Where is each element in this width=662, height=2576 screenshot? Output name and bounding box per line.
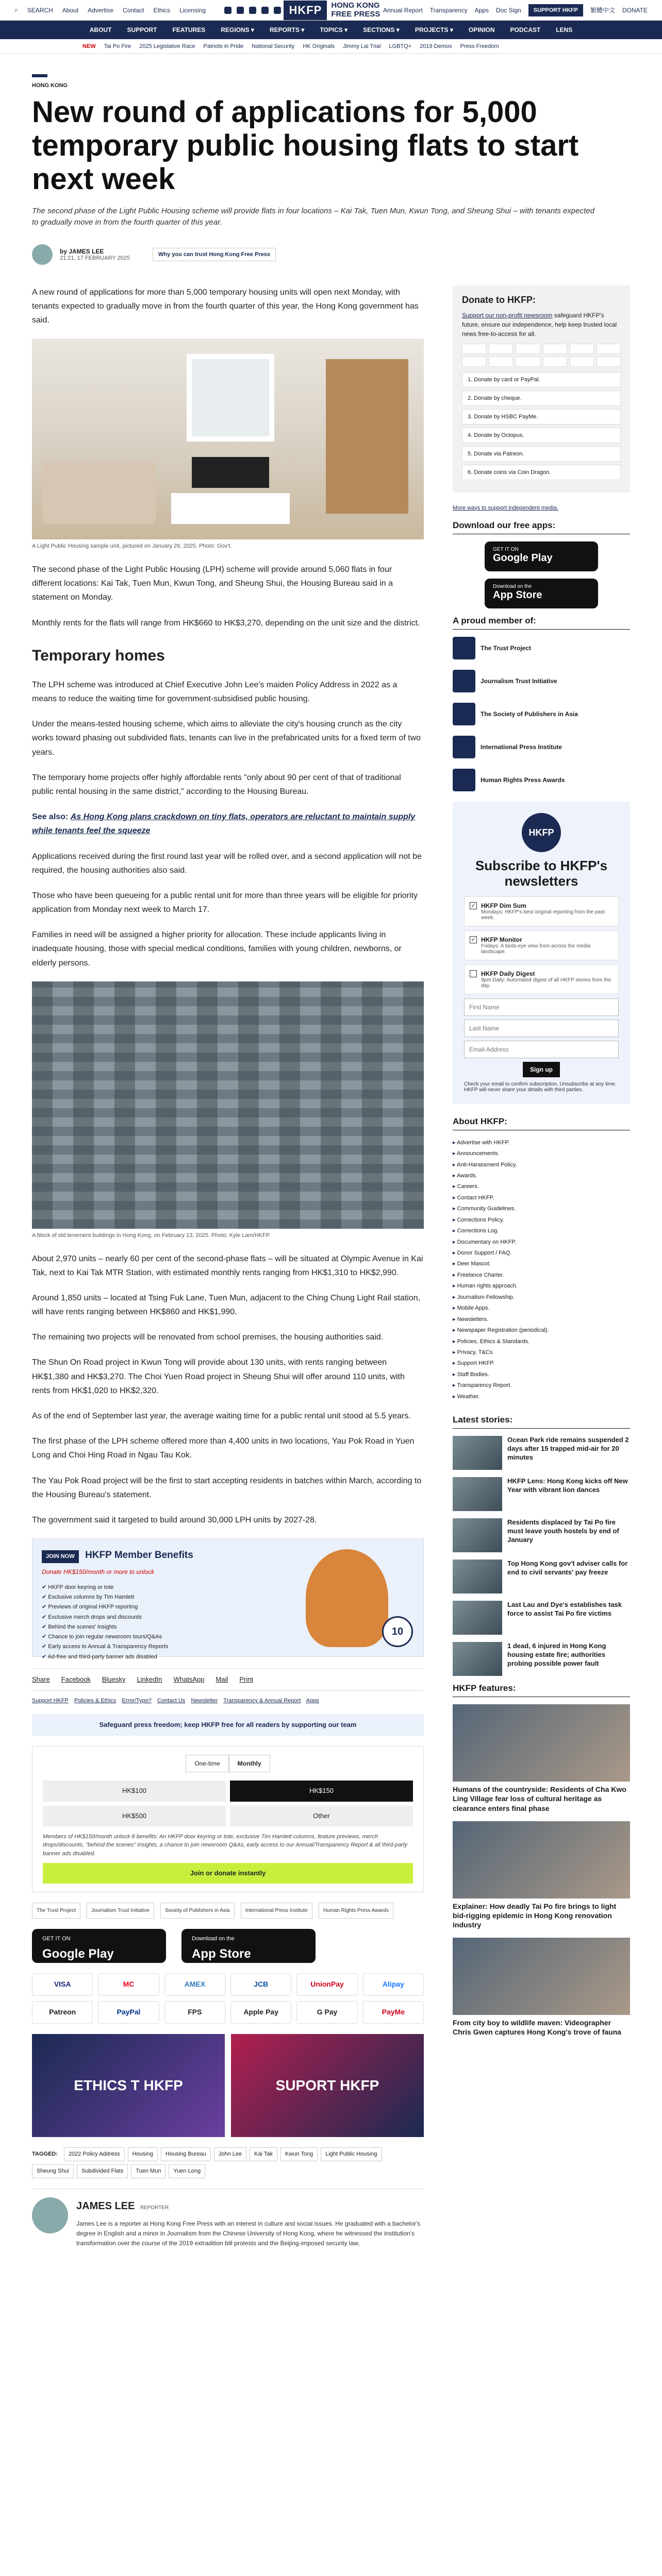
- donation-widget: [32, 1746, 424, 1892]
- jti-logo[interactable]: Journalism Trust Initiative: [87, 1903, 154, 1919]
- app-store-button[interactable]: Download on the App Store: [181, 1929, 316, 1963]
- top-link-transparency[interactable]: Transparency: [429, 6, 468, 14]
- article-body: [32, 285, 424, 2260]
- about-link[interactable]: ▸ Deer Mascot.: [453, 1259, 630, 1269]
- amount-options: [43, 1781, 413, 1826]
- search-icon[interactable]: ⌕: [14, 6, 18, 13]
- newsletter-option[interactable]: HKFP Daily Digest 9pm Daily: Automated digest of all HKFP stories from the day.: [464, 964, 619, 994]
- benefit-item: ✔ Early access to Annual & Transparency Reports: [42, 1642, 266, 1652]
- google-play-button[interactable]: GET IT ON Google Play: [485, 541, 598, 571]
- paragraph: The first phase of the LPH scheme offered more than 4,400 units in two locations, Yau Pok Road in Yuen Long and Choi Hing Road in Ngau Tau Kok.: [32, 1437, 415, 1460]
- fps-icon: [543, 357, 567, 367]
- amex-icon: AMEX: [164, 1973, 225, 1996]
- feature-image[interactable]: [453, 1704, 630, 1782]
- benefit-item: ✔ Ad-free and third-party banner ads disabled: [42, 1652, 266, 1662]
- article-title: New round of applications for 5,000 temporary public housing flats to start next week: [32, 95, 579, 196]
- amount-option[interactable]: HK$500: [43, 1806, 226, 1826]
- paragraph: The second phase of the Light Public Housing (LPH) scheme will provide around 5,060 flats in four different locations: Kai Tak, Tuen Mun, Kwun Tong, and Sheung Shui, the Housing Bureau said in a statement on Monday.: [32, 565, 393, 602]
- top-link-doc-sign[interactable]: Doc Sign: [495, 6, 521, 14]
- see-also-link[interactable]: As Hong Kong plans crackdown on tiny flats, operators are reluctant to maintain supply while tenants feel the squeeze: [32, 812, 416, 836]
- paragraph: The remaining two projects will be renovated from school premises, the housing authorities said.: [32, 1333, 384, 1342]
- join-now-badge[interactable]: JOIN NOW: [42, 1550, 79, 1563]
- see-also: See also: As Hong Kong plans crackdown on tiny flats, operators are reluctant to maintain supply while tenants feel the squeeze: [32, 812, 416, 836]
- feature-card[interactable]: Explainer: How deadly Tai Po fire brings to light bid-rigging epidemic in Hong Kong renovation industry: [453, 1821, 630, 1930]
- newsletter-option[interactable]: ✓ HKFP Monitor Fridays: A birds-eye view from across the media landscape.: [464, 930, 619, 960]
- trending-link[interactable]: Tai Po Fire: [104, 43, 131, 49]
- feature-image[interactable]: [453, 1821, 630, 1899]
- nav-about[interactable]: ABOUT: [89, 26, 112, 33]
- language-link[interactable]: 繁體中文: [590, 7, 615, 14]
- site-logo[interactable]: [284, 1, 380, 20]
- author-box-avatar[interactable]: [32, 2197, 68, 2233]
- sidebar: [453, 285, 630, 2260]
- donate-step[interactable]: 6. Donate coins via Coin Dragon.: [462, 465, 621, 480]
- last-name-input[interactable]: [464, 1020, 619, 1037]
- tag[interactable]: Kwun Tong: [280, 2147, 318, 2161]
- donate-step[interactable]: 5. Donate via Patreon.: [462, 446, 621, 462]
- tag[interactable]: Kai Tak: [250, 2147, 277, 2161]
- trending-link[interactable]: Patriots in Pride: [203, 43, 244, 49]
- author-box-role: REPORTER: [140, 2205, 169, 2211]
- top-link-annual-report[interactable]: Annual Report: [383, 6, 423, 14]
- paragraph: The government said it targeted to build around 30,000 LPH units by 2027-28.: [32, 1515, 317, 1524]
- checkbox[interactable]: ✓: [470, 936, 477, 943]
- trending-link[interactable]: HK Originals: [303, 43, 335, 49]
- figure-caption: A Light Public Housing sample unit, pictured on January 26, 2025. Photo: Gov't.: [32, 543, 232, 550]
- tags-label: TAGGED:: [32, 2151, 58, 2158]
- story-thumbnail[interactable]: [453, 1477, 502, 1511]
- figure-caption: A block of old tenement buildings in Hong Kong, on February 13, 2025. Photo: Kyle Lam/HKFP.: [32, 1232, 271, 1239]
- paypal-icon: PayPal: [98, 2001, 159, 2024]
- footer-link[interactable]: Error/Typo?: [122, 1698, 152, 1704]
- about-link[interactable]: ▸ Contact HKFP.: [453, 1193, 630, 1204]
- about-link[interactable]: ▸ Human rights approach.: [453, 1281, 630, 1292]
- checkbox[interactable]: [470, 970, 477, 977]
- first-name-input[interactable]: [464, 998, 619, 1016]
- tag[interactable]: Housing: [128, 2147, 158, 2161]
- newsletter-box: [453, 802, 630, 1104]
- newsletter-fineprint: Check your email to confirm subscription. Unsubscribe at any time. HKFP will never share your details with third parties.: [464, 1081, 617, 1093]
- story-thumbnail[interactable]: [453, 1601, 502, 1635]
- feature-card[interactable]: From city boy to wildlife maven: Videographer Chris Gwen captures Hong Kong's trove of fauna: [453, 1938, 630, 2037]
- publish-date: 21:21, 17 FEBRUARY 2025: [60, 255, 130, 261]
- paragraph: Those who have been queueing for a public rental unit for more than three years will be eligible for priority application from Monday next week to March 17.: [32, 891, 418, 914]
- about-link[interactable]: ▸ Documentary on HKFP.: [453, 1237, 630, 1248]
- about-link[interactable]: ▸ Careers.: [453, 1181, 630, 1192]
- paragraph: Monthly rents for the flats will range from HK$660 to HK$3,270, depending on the unit size and the district.: [32, 618, 420, 628]
- why-trust-button[interactable]: Why you can trust Hong Kong Free Press: [153, 248, 276, 261]
- paragraph: Families in need will be assigned a higher priority for allocation. These include applicants living in inadequate housing, those with special medical conditions, families with young children, newborns, or elderly persons.: [32, 930, 402, 968]
- patreon-icon: [597, 357, 621, 367]
- story-thumbnail[interactable]: [453, 1518, 502, 1552]
- paragraph: Under the means-tested housing scheme, which aims to alleviate the city's housing crunch as the city works toward phasing out subdivided flats, tenants can live in the prefabricated units for a fixed term of two years.: [32, 720, 421, 757]
- mastercard-icon: [489, 344, 513, 354]
- app-store-button[interactable]: Download on the App Store: [485, 579, 598, 608]
- share-linkedin[interactable]: LinkedIn: [137, 1675, 162, 1684]
- feature-card[interactable]: Humans of the countryside: Residents of Cha Kwo Ling Village fear loss of cultural heritage as clearance enters final phase: [453, 1704, 630, 1813]
- trending-link[interactable]: 2025 Legislative Race: [139, 43, 195, 49]
- member-logo[interactable]: The Society of Publishers in Asia: [453, 703, 630, 725]
- footer-link[interactable]: Transparency & Annual Report: [223, 1698, 301, 1704]
- author-bio: James Lee is a reporter at Hong Kong Free Press with an interest in culture and social issues. He graduated with a bachelor's degree in English and a minor in Journalism from the Chinese University of Hong Kong, where he witnessed the institution's transformation over the course of the 2019 extradition bill protests and the Beijing-imposed security law.: [76, 2219, 421, 2247]
- tenement-photo[interactable]: [32, 981, 424, 1229]
- about-link[interactable]: ▸ Staff Bodies.: [453, 1369, 630, 1380]
- donate-step[interactable]: 2. Donate by cheque.: [462, 391, 621, 406]
- frequency-toggle: [43, 1755, 413, 1772]
- about-link[interactable]: ▸ Announcements.: [453, 1148, 630, 1159]
- about-link[interactable]: ▸ Weather.: [453, 1392, 630, 1402]
- about-link[interactable]: ▸ Advertise with HKFP.: [453, 1138, 630, 1148]
- story-thumbnail[interactable]: [453, 1436, 502, 1470]
- newsletter-option[interactable]: ✓ HKFP Dim Sum Mondays: HKFP's best original reporting from the past week.: [464, 896, 619, 926]
- donate-step[interactable]: 4. Donate by Octopus.: [462, 428, 621, 443]
- benefit-item: ✔ Exclusive merch drops and discounts: [42, 1613, 266, 1622]
- member-logo[interactable]: Human Rights Press Awards: [453, 769, 630, 791]
- google-pay-icon: G Pay: [296, 2001, 357, 2024]
- jcb-icon: JCB: [230, 1973, 291, 1996]
- more-ways-link[interactable]: More ways to support independent media.: [453, 504, 558, 511]
- apple-pay-icon: [462, 357, 486, 367]
- donate-steps: [462, 372, 621, 480]
- nav-regions[interactable]: REGIONS ▾: [221, 26, 254, 33]
- nav-support[interactable]: SUPPORT: [127, 26, 157, 33]
- benefit-item: ✔ HKFP door keyring or tote: [42, 1583, 266, 1592]
- about-link[interactable]: ▸ Awards.: [453, 1171, 630, 1181]
- nav-topics[interactable]: TOPICS ▾: [320, 26, 348, 33]
- ipi-logo[interactable]: International Press Institute: [241, 1903, 312, 1919]
- top-link-advertise[interactable]: Advertise: [88, 6, 114, 14]
- donation-note: Members of HK$150/month unlock 8 benefits: An HKFP door keyring or tote, exclusive Tim Hamlett columns, feature previews, merch drops/discounts, "behind the scenes" insights, a chance to join newsroom Q&As, early access to our Annual/Transparency Report & all third-party banner ads disabled.: [43, 1833, 408, 1857]
- member-logo[interactable]: International Press Institute: [453, 736, 630, 758]
- donate-link[interactable]: DONATE: [622, 6, 648, 14]
- nav-sections[interactable]: SECTIONS ▾: [363, 26, 400, 33]
- membership-logos: [32, 1903, 424, 1919]
- latest-story[interactable]: Ocean Park ride remains suspended 2 days after 15 trapped mid-air for 20 minutes: [453, 1436, 630, 1470]
- about-link[interactable]: ▸ Transparency Report.: [453, 1380, 630, 1391]
- search-link[interactable]: SEARCH: [27, 6, 53, 14]
- nav-projects[interactable]: PROJECTS ▾: [415, 26, 453, 33]
- latest-story[interactable]: 1 dead, 6 injured in Hong Kong housing estate fire; authorities probing possible power fault: [453, 1642, 630, 1676]
- patreon-icon: Patreon: [32, 2001, 93, 2024]
- main-nav: [0, 21, 662, 39]
- top-link-licensing[interactable]: Licensing: [179, 6, 206, 14]
- tag[interactable]: Sheung Shui: [32, 2164, 74, 2178]
- share-bluesky[interactable]: Bluesky: [102, 1675, 126, 1684]
- top-link-apps[interactable]: Apps: [474, 6, 489, 14]
- share-facebook[interactable]: Facebook: [61, 1675, 91, 1684]
- feature-image[interactable]: [453, 1938, 630, 2015]
- byline: [32, 244, 630, 265]
- share-label: Share: [32, 1675, 50, 1684]
- apps-heading: Download our free apps:: [453, 520, 630, 534]
- join-donate-button[interactable]: Join or donate instantly: [43, 1863, 413, 1884]
- email-input[interactable]: [464, 1041, 619, 1058]
- member-benefits-banner[interactable]: [32, 1538, 424, 1660]
- about-link[interactable]: ▸ Newspaper Registration (periodical).: [453, 1325, 630, 1336]
- newsletter-title: Subscribe to HKFP's newsletters: [475, 857, 608, 889]
- about-link[interactable]: ▸ Corrections Log.: [453, 1226, 630, 1236]
- tag[interactable]: Yuen Long: [169, 2164, 205, 2178]
- about-link[interactable]: ▸ Anti-Harassment Policy.: [453, 1160, 630, 1171]
- footer-link[interactable]: Support HKFP: [32, 1698, 69, 1704]
- paragraph: As of the end of September last year, the average waiting time for a public rental unit stood at 5.5 years.: [32, 1412, 411, 1421]
- banner-title: HKFP Member Benefits: [85, 1550, 193, 1561]
- payme-icon: PayMe: [363, 2001, 424, 2024]
- donate-step[interactable]: 3. Donate by HSBC PayMe.: [462, 409, 621, 425]
- safeguard-banner[interactable]: Safeguard press freedom; keep HKFP free for all readers by supporting our team: [32, 1714, 424, 1736]
- trust-project-logo[interactable]: The Trust Project: [32, 1903, 80, 1919]
- payment-methods: [32, 1973, 424, 2024]
- author-avatar[interactable]: [32, 244, 53, 265]
- donate-box: Donate to HKFP: Support our non-profit newsroom safeguard HKFP's future, ensure our independence, help keep trusted local news free-to-access for all. 1. Donate by card or PayPal. 2. Donate by cheque. 3. Donate by HSBC PayMe. 4. Donate by Octopus. 5. Donate via Patreon. 6. Donate coins via Coin Dragon.: [453, 285, 630, 493]
- payment-icons: [462, 344, 621, 367]
- trending-link[interactable]: Press Freedom: [460, 43, 499, 49]
- paragraph: About 2,970 units – nearly 60 per cent of the second-phase flats – will be situated at Olympic Avenue in Kai Tak, next to Kai Tak MTR Station, with estimated monthly rents ranging from HK$1,310 to HK$2,990.: [32, 1254, 423, 1277]
- sample-unit-photo[interactable]: [32, 338, 424, 539]
- footer-link[interactable]: Contact Us: [157, 1698, 186, 1704]
- nav-lens[interactable]: LENS: [556, 26, 573, 33]
- share-whatsapp[interactable]: WhatsApp: [173, 1675, 205, 1684]
- logo-text: HONG KONG FREE PRESS: [331, 1, 380, 19]
- google-pay-icon: [489, 357, 513, 367]
- about-link[interactable]: ▸ Privacy, T&Cs.: [453, 1347, 630, 1358]
- payme-icon: [570, 357, 594, 367]
- ethics-promo[interactable]: ETHICS T HKFP: [32, 2034, 225, 2137]
- benefit-item: ✔ Exclusive columns by Tim Hamlett: [42, 1592, 266, 1602]
- paragraph: A new round of applications for more than 5,000 temporary housing units will open next Monday, with tenants expected to gradually move in from the fourth quarter of this year, the Hong Kong government has said.: [32, 287, 419, 325]
- app-download-row: [32, 1929, 424, 1963]
- youtube-icon[interactable]: [261, 7, 269, 14]
- article-figure: [32, 981, 424, 1241]
- paragraph: The temporary home projects offer highly affordable rents "only about 90 per cent of that of traditional public rental housing in the same district," according to the Housing Bureau.: [32, 773, 401, 796]
- article-figure: [32, 338, 424, 551]
- paragraph: Around 1,850 units – located at Tsing Fuk Lane, Tuen Mun, adjacent to the Ching Chung Light Rail station, will have rents ranging between HK$860 and HK$1,990.: [32, 1293, 421, 1317]
- story-thumbnail[interactable]: [453, 1560, 502, 1594]
- trending-link[interactable]: LGBTQ+: [389, 43, 412, 49]
- alipay-icon: Alipay: [363, 1973, 424, 1996]
- article-header: [0, 54, 662, 265]
- about-link[interactable]: ▸ Corrections Policy.: [453, 1215, 630, 1226]
- amex-icon: [516, 344, 540, 354]
- paragraph: Applications received during the first round last year will be rolled over, and a second application will not be required, the housing authorities also said.: [32, 852, 422, 875]
- benefit-item: ✔ Chance to join regular newsroom tours/Q&As: [42, 1632, 266, 1642]
- monthly-option[interactable]: Monthly: [229, 1755, 270, 1772]
- latest-story[interactable]: HKFP Lens: Hong Kong kicks off New Year with vibrant lion dances: [453, 1477, 630, 1511]
- footer-links-row: [32, 1696, 424, 1706]
- hrpa-logo[interactable]: Human Rights Press Awards: [319, 1903, 393, 1919]
- new-label: NEW: [82, 43, 96, 49]
- latest-heading: Latest stories:: [453, 1415, 630, 1429]
- about-link[interactable]: ▸ Support HKFP.: [453, 1358, 630, 1369]
- features-heading: HKFP features:: [453, 1683, 630, 1697]
- member-heading: A proud member of:: [453, 616, 630, 630]
- trending-link[interactable]: National Security: [252, 43, 295, 49]
- latest-story[interactable]: Top Hong Kong gov't adviser calls for end to civil servants' pay freeze: [453, 1560, 630, 1594]
- trending-link[interactable]: 2019 Demos: [420, 43, 452, 49]
- footer-link[interactable]: Newsletter: [191, 1698, 218, 1704]
- alipay-icon: [516, 357, 540, 367]
- about-link[interactable]: ▸ Community Guidelines.: [453, 1204, 630, 1214]
- nav-features[interactable]: FEATURES: [172, 26, 206, 33]
- paragraph: The Yau Pok Road project will be the first to start accepting residents in batches within March, according to the Housing Bureau's statement.: [32, 1476, 422, 1499]
- support-hkfp-button[interactable]: SUPPORT HKFP: [528, 4, 583, 16]
- nav-podcast[interactable]: PODCAST: [510, 26, 541, 33]
- tag[interactable]: Light Public Housing: [321, 2147, 382, 2161]
- amount-option-other[interactable]: Other: [230, 1806, 413, 1826]
- paypal-icon: [543, 344, 567, 354]
- footer-link[interactable]: Policies & Ethics: [74, 1698, 117, 1704]
- paragraph: The LPH scheme was introduced at Chief Executive John Lee's maiden Policy Address in 2022 as a means to reduce the waiting time for government-subsidised public housing.: [32, 680, 398, 704]
- latest-story[interactable]: Last Lau and Dye's establishes task force to assist Tai Po fire victims: [453, 1601, 630, 1635]
- share-mail[interactable]: Mail: [216, 1675, 228, 1684]
- donate-title: Donate to HKFP:: [462, 294, 536, 305]
- donate-step[interactable]: 1. Donate by card or PayPal.: [462, 372, 621, 387]
- newsletter-logo: HKFP: [522, 813, 561, 852]
- paragraph: The Shun On Road project in Kwun Tong will provide about 130 units, with rents ranging between HK$1,380 and HK$3,270. The Choi Yuen Road project in Sheung Shui will offer around 110 units, with rents from HK$1,020 to HK$2,320.: [32, 1358, 405, 1395]
- member-logo[interactable]: Journalism Trust Initiative: [453, 670, 630, 692]
- trending-link[interactable]: Jimmy Lai Trial: [343, 43, 381, 49]
- x-icon[interactable]: [224, 7, 231, 14]
- amount-option[interactable]: HK$100: [43, 1781, 226, 1801]
- visa-icon: VISA: [32, 1973, 93, 1996]
- about-link[interactable]: ▸ Freelance Charter.: [453, 1270, 630, 1281]
- author-box: [32, 2189, 424, 2260]
- member-logo[interactable]: The Trust Project: [453, 637, 630, 659]
- tag[interactable]: 2022 Policy Address: [64, 2147, 125, 2161]
- author-name[interactable]: by JAMES LEE: [60, 247, 104, 255]
- top-utility-bar: [0, 0, 662, 21]
- apple-pay-icon: Apple Pay: [230, 2001, 291, 2024]
- top-link-about[interactable]: About: [62, 6, 79, 14]
- facebook-icon[interactable]: [237, 7, 244, 14]
- sopa-logo[interactable]: Society of Publishers in Asia: [160, 1903, 235, 1919]
- instagram-icon[interactable]: [249, 7, 256, 14]
- support-promo[interactable]: SUPORT HKFP: [231, 2034, 424, 2137]
- signup-button[interactable]: Sign up: [523, 1062, 560, 1077]
- tag[interactable]: Subdivided Flats: [77, 2164, 128, 2178]
- banner-subtitle: Donate HK$150/month or more to unlock: [42, 1568, 155, 1576]
- share-bar: [32, 1668, 424, 1691]
- benefit-item: ✔ Previews of original HKFP reporting: [42, 1602, 266, 1612]
- checkbox[interactable]: ✓: [470, 902, 477, 909]
- tag[interactable]: Tuen Mun: [131, 2164, 166, 2178]
- benefit-list: [42, 1583, 266, 1662]
- about-link[interactable]: ▸ Donor Support / FAQ.: [453, 1248, 630, 1259]
- amount-option-selected[interactable]: HK$150: [230, 1781, 413, 1801]
- article-dek: The second phase of the Light Public Housing scheme will provide flats in four locations – Kai Tak, Tuen Mun, Kwun Tong, and Sheung Shui – with tenants expected to gradually move in from the fourth quarter of this year.: [32, 206, 594, 227]
- top-link-ethics[interactable]: Ethics: [153, 6, 171, 14]
- unionpay-icon: [597, 344, 621, 354]
- trending-nav: [0, 39, 662, 54]
- one-time-option[interactable]: One-time: [186, 1755, 228, 1772]
- footer-link[interactable]: Apps: [306, 1698, 319, 1704]
- section-heading: Temporary homes: [32, 647, 165, 664]
- author-box-name[interactable]: JAMES LEE: [76, 2200, 135, 2212]
- kicker-rule: [32, 74, 47, 77]
- google-play-button[interactable]: GET IT ON Google Play: [32, 1929, 166, 1963]
- benefit-item: ✔ Behind the scenes' insights: [42, 1622, 266, 1632]
- nav-opinion[interactable]: OPINION: [468, 26, 495, 33]
- ten-years-badge: 10: [382, 1616, 413, 1647]
- story-thumbnail[interactable]: [453, 1642, 502, 1676]
- latest-story[interactable]: Residents displaced by Tai Po fire must leave youth hostels by end of January: [453, 1518, 630, 1552]
- nav-reports[interactable]: REPORTS ▾: [269, 26, 305, 33]
- about-list: [453, 1138, 630, 1403]
- linkedin-icon[interactable]: [274, 7, 281, 14]
- about-link[interactable]: ▸ Policies, Ethics & Standards.: [453, 1336, 630, 1347]
- promo-row: [32, 2034, 424, 2137]
- about-link[interactable]: ▸ Journalism Fellowship.: [453, 1292, 630, 1303]
- jcb-icon: [570, 344, 594, 354]
- about-link[interactable]: ▸ Mobile Apps.: [453, 1303, 630, 1314]
- mastercard-icon: MC: [98, 1973, 159, 1996]
- about-link[interactable]: ▸ Newsletters.: [453, 1314, 630, 1325]
- deer-mascot: [306, 1549, 388, 1647]
- fps-icon: FPS: [164, 2001, 225, 2024]
- about-heading: About HKFP:: [453, 1116, 630, 1130]
- share-print[interactable]: Print: [239, 1675, 254, 1684]
- top-link-contact[interactable]: Contact: [123, 6, 144, 14]
- tag-list: [32, 2147, 424, 2178]
- donate-link[interactable]: Support our non-profit newsroom: [462, 311, 553, 319]
- unionpay-icon: UnionPay: [296, 1973, 357, 1996]
- article-kicker[interactable]: HONG KONG: [32, 82, 68, 89]
- visa-icon: [462, 344, 486, 354]
- logo-mark: HKFP: [284, 1, 327, 20]
- content-columns: [0, 285, 662, 2260]
- tag[interactable]: Housing Bureau: [161, 2147, 211, 2161]
- social-icons: [224, 7, 281, 14]
- tag[interactable]: John Lee: [214, 2147, 246, 2161]
